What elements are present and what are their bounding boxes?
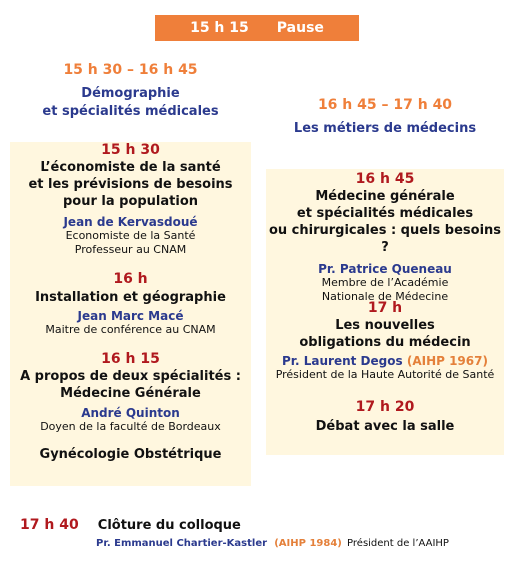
talk-title-line: ou chirurgicales : quels besoins ? (268, 223, 502, 255)
talk-1530 (10, 142, 251, 257)
right-session-panel (266, 169, 504, 455)
talk-title-line: Les nouvelles (335, 318, 435, 333)
left-session-header (10, 62, 251, 121)
talk-time: 16 h 45 (355, 171, 415, 187)
talk-extra-title: Gynécologie Obstétrique (39, 447, 222, 462)
right-session-header (266, 97, 504, 138)
speaker-name: Jean de Kervasdoué (63, 215, 198, 229)
talk-title-line: pour la population (62, 194, 199, 209)
closing-time: 17 h 40 (20, 517, 79, 533)
closing-role: Président de l’AAIHP (347, 538, 449, 549)
pause-time: 15 h 15 (190, 20, 249, 36)
closing-aihp-badge: (AIHP 1984) (274, 538, 342, 549)
speaker-affiliation: Maitre de conférence au CNAM (45, 323, 216, 336)
talk-title-line: obligations du médecin (299, 335, 471, 350)
talk-1720 (266, 399, 504, 435)
talk-title-line: Médecine Générale (60, 386, 201, 401)
pause-label: Pause (276, 20, 324, 36)
talk-title-line: L’économiste de la santé (40, 160, 221, 175)
speaker-name: Jean Marc Macé (77, 309, 184, 323)
talk-1615 (10, 351, 251, 463)
speaker-affiliation: Membre de l’Académie (321, 276, 449, 289)
closing-line (20, 514, 500, 534)
speaker-affiliation: Economiste de la Santé (65, 229, 196, 242)
speaker-affiliation: Professeur au CNAM (74, 243, 187, 256)
pause-banner (155, 15, 359, 41)
talk-1700 (266, 300, 504, 382)
talk-1600 (10, 271, 251, 337)
talk-title-line: et spécialités médicales (296, 206, 474, 221)
aihp-badge: (AIHP 1967) (406, 354, 488, 368)
right-session-title: Les métiers de médecins (293, 121, 477, 136)
talk-title-line: Débat avec la salle (315, 419, 455, 434)
talk-time: 15 h 30 (101, 142, 160, 158)
closing-label: Clôture du colloque (97, 518, 241, 533)
talk-title-line: et les prévisions de besoins (28, 177, 233, 192)
talk-title-line: A propos de deux spécialités : (20, 369, 241, 384)
left-session-title-line-1: Démographie (81, 86, 180, 101)
speaker-affiliation: Nationale de Médecine (321, 290, 449, 303)
speaker-affiliation: Doyen de la faculté de Bordeaux (40, 420, 221, 433)
right-session-time: 16 h 45 – 17 h 40 (317, 97, 453, 113)
speaker-name: Pr. Patrice Queneau (318, 262, 452, 276)
speaker-line (266, 354, 504, 368)
talk-time: 16 h 15 (101, 351, 160, 367)
closing-speaker-line (96, 538, 506, 549)
talk-1645 (266, 171, 504, 304)
left-session-time: 15 h 30 – 16 h 45 (63, 62, 198, 78)
speaker-name: André Quinton (81, 406, 180, 420)
left-session-panel (10, 142, 251, 486)
closing-speaker-name: Pr. Emmanuel Chartier-Kastler (96, 538, 268, 549)
talk-time: 16 h (113, 271, 148, 287)
talk-time: 17 h (367, 300, 403, 316)
speaker-name: Pr. Laurent Degos (282, 354, 403, 368)
talk-title-line: Médecine générale (315, 189, 455, 204)
speaker-affiliation: Président de la Haute Autorité de Santé (275, 368, 495, 381)
left-session-title-line-2: et spécialités médicales (42, 104, 219, 119)
talk-title-line: Installation et géographie (35, 290, 226, 305)
talk-time: 17 h 20 (355, 399, 415, 415)
